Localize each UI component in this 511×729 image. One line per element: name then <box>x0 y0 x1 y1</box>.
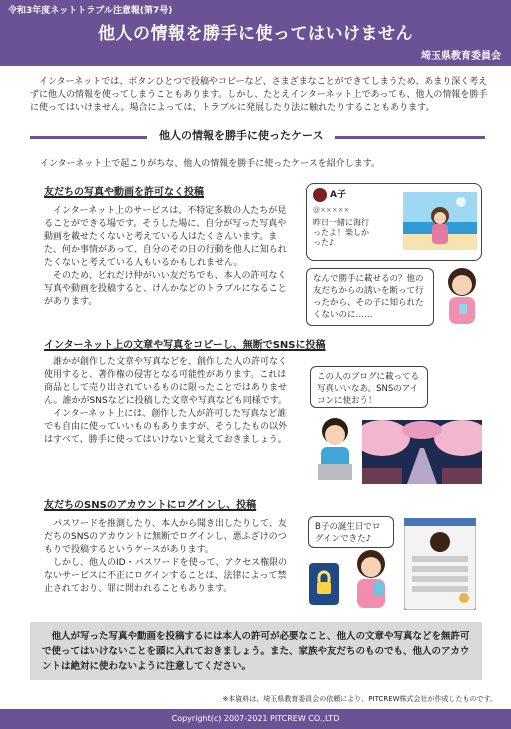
page-title: 他人の情報を勝手に使ってはいけません <box>98 24 413 44</box>
case-paragraph: 誰かが創作した文章や写真などを、創作した人の許可なく使用すると、著作権の侵害となる可能性があります。これは商品として売り出されているものに限ったことではありません。誰かがSNSなどに投稿した文章や写真なども同様です。 <box>44 357 288 406</box>
case-paragraph: インターネット上には、創作した人が許可した写真など誰でも自由に使っていいものもありますが、そうしたもの以外はすべて、勝手に使ってはいけないと覚えておきましょう。 <box>44 409 288 445</box>
cherry-blossom-photo <box>362 420 482 484</box>
speech-bubble-1: なんで勝手に載せるの？他の友だちからの誘いを断って行ったから、その子に知られたくないのに…… <box>306 268 434 326</box>
post-handle: @××××× <box>313 206 350 214</box>
section-title: 他人の情報を勝手に使ったケース <box>147 127 335 143</box>
intro-text: インターネットでは、ボタンひとつで投稿やコピーなど、さまざまなことができてしまうため、あまり深く考えずに他人の情報を使ってしまうこともあります。しかし、たとえインターネット上であっても、他人の情報を勝手に使ってはいけません。場合によっては、トラブルに発展したり法に触れたりすることもあります。 <box>30 77 488 113</box>
footnote: ※本資料は、埼玉県教育委員会の依頼により、PITCREW株式会社が作成したものです。 <box>222 695 497 703</box>
case-1-title: 友だちの写真や動画を許可なく投稿 <box>44 187 204 198</box>
section-subtitle: インターネット上で起こりがちな、他人の情報を勝手に使ったケースを紹介します。 <box>40 159 381 169</box>
case-paragraph: パスワードを推測したり、本人から聞き出したりして、友だちのSNSのアカウントに無断でログインし、悪ふざけのつもりで投稿するというケースがあります。 <box>44 519 287 555</box>
avatar <box>313 188 327 202</box>
case-paragraph: インターネット上のサービスは、不特定多数の人たちが見ることができる場です。そうした場に、自分が写った写真や動画を載せたくないと考えている人はたくさんいます。また、何か事情があって、自分のその日の行動を他人に知られたくないと考えている人もいるかもしれません。 <box>44 206 287 268</box>
copyright-bar <box>0 709 511 729</box>
summary-text: 他人が写った写真や動画を投稿するには本人の許可が必要なこと、他人の文章や写真などを無許可で使ってはいけないことを頭に入れておきましょう。また、家族や友だちのものでも、他人のアカウントは絶対に使わないように注意してください。 <box>42 631 470 672</box>
section-heading <box>30 127 485 143</box>
upset-girl-illustration <box>440 266 484 326</box>
speech-bubble-3: B子の誕生日でログインできた♪ <box>308 516 394 548</box>
case-paragraph: しかし、他人のID・パスワードを使って、アクセス権限のないサービスに不正にログインすることは、法律によって禁止されており、罪に問われることもあります。 <box>44 558 288 594</box>
case-1-text <box>44 205 292 309</box>
case-2-title: インターネット上の文章や写真をコピーし、無断でSNSに投稿 <box>44 340 326 351</box>
beach-photo <box>403 192 477 250</box>
smiling-girl-illustration <box>346 548 396 610</box>
case-3-title: 友だちのSNSのアカウントにログインし、投稿 <box>44 500 257 511</box>
copyright-text: Copyright(c) 2007-2021 PITCREW CO.,LTD <box>171 714 340 723</box>
summary-box <box>30 622 482 680</box>
case-3-text <box>44 518 292 596</box>
case-2-text <box>44 356 292 447</box>
phone-screen-illustration <box>404 518 476 610</box>
lock-icon <box>308 562 340 606</box>
speech-bubble-2: この人のブログに載ってる写真いいなあ。SNSのアイコンに使おう！ <box>310 366 428 408</box>
boy-with-laptop-illustration <box>312 416 358 484</box>
issue-label: 令和3年度ネットトラブル注意報(第7号) <box>8 6 173 16</box>
case-paragraph: そのため、どれだけ仲がいい友だちでも、本人の許可なく写真や動画を投稿すると、けんかなどのトラブルになることがあります。 <box>44 271 287 307</box>
post-user: A子 <box>330 190 346 200</box>
publisher: 埼玉県教育委員会 <box>421 51 501 62</box>
post-text: 昨日一緒に海行ったよ！楽しかった♪ <box>313 218 369 247</box>
page-header <box>0 0 511 66</box>
social-post-card <box>306 183 482 261</box>
